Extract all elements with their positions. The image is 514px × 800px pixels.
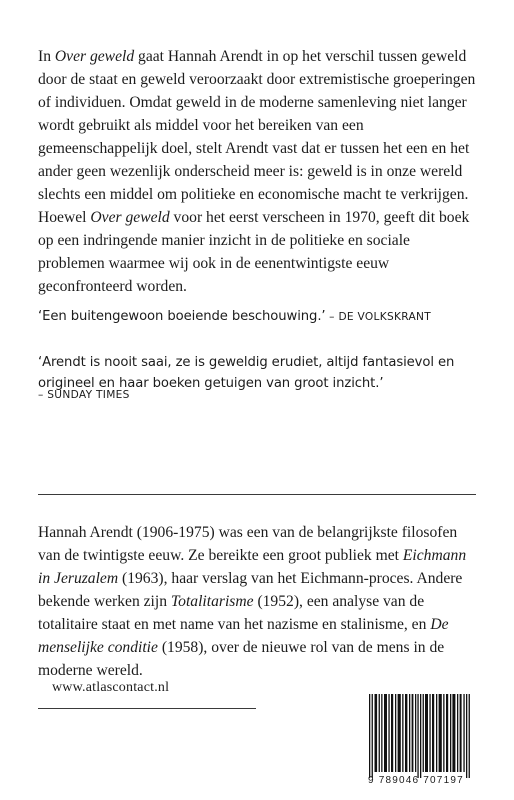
blurb-text: voor het eerst verscheen in 1970, geeft dit boek op een indringende manier inzicht in de politieke en sociale problemen waarmee wij ook in de eenentwintigste eeuw geconfronteerd worden. <box>38 209 470 295</box>
bio-text: (1952), een analyse van de totalitaire staat en met name van het nazisme en stalinisme, en <box>38 593 431 633</box>
bio-text: (1963), haar verslag van het Eichmann-proces. Andere bekende werken zijn <box>38 570 463 610</box>
bio-text: Hannah Arendt (1906-1975) was een van de belangrijkste filosofen van de twintigste eeuw. Ze bereikte een groot publiek met <box>38 524 458 564</box>
divider <box>38 708 256 709</box>
divider <box>38 494 476 495</box>
quote-source: SUNDAY TIMES <box>47 389 130 401</box>
blurb-text: gaat Hannah Arendt in op het verschil tussen geweld door de staat en geweld veroorzaakt door extremistische groeperingen of individuen. Omdat geweld in de moderne samenleving niet langer wordt gebruikt als middel voor het bereiken van een gemeenschappelijk doel, stelt Arendt vast dat er tussen het een en het ander geen wezenlijk onderscheid meer is: geweld is in onze wereld slechts een middel om politieke en economische macht te verkrijgen. Hoewel <box>38 48 476 226</box>
publisher-website: www.atlascontact.nl <box>52 680 170 695</box>
back-cover-blurb <box>38 45 478 298</box>
quote-text: ‘Een buitengewoon boeiende beschouwing.’ <box>38 309 326 324</box>
review-quote-sunday-times <box>38 352 488 394</box>
quote-text: ‘Arendt is nooit saai, ze is geweldig erudiet, altijd fantasievol en origineel en haar boeken getuigen van groot inzicht.’ <box>38 355 455 391</box>
quote-attribution <box>38 389 130 401</box>
book-title-italic: Over geweld <box>54 48 135 65</box>
quote-source: DE VOLKSKRANT <box>338 311 432 323</box>
author-bio <box>38 521 478 682</box>
blurb-text: In <box>38 48 55 65</box>
review-quote-volkskrant <box>38 306 488 328</box>
quote-dash: – <box>38 389 48 401</box>
isbn-number: 9 789046 707197 <box>368 775 464 786</box>
book-title-italic: Eichmann in Jeruzalem <box>38 547 467 587</box>
quote-dash: – <box>325 311 339 323</box>
bio-text: (1958), over de nieuwe rol van de mens in de moderne wereld. <box>38 639 445 679</box>
book-title-italic: De menselijke conditie <box>38 616 449 656</box>
book-title-italic: Totalitarisme <box>170 593 254 610</box>
book-title-italic: Over geweld <box>90 209 170 226</box>
